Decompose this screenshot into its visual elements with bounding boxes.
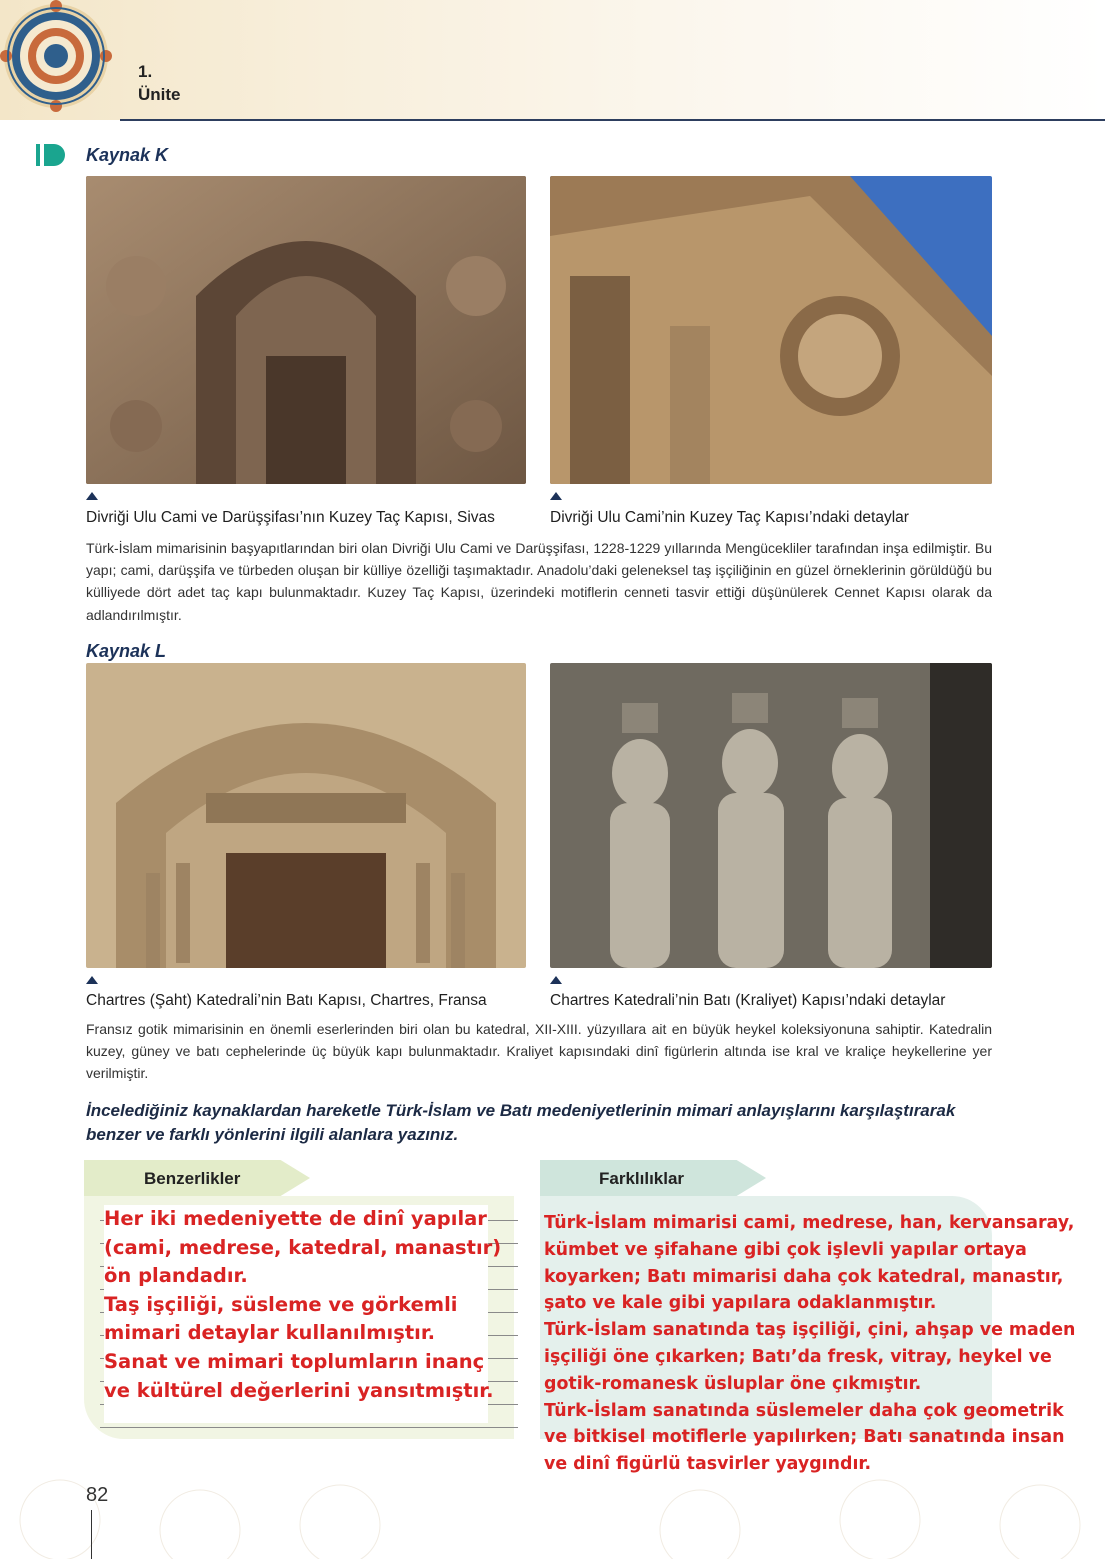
answer-line: ve bitkisel motiflerle yapılırken; Batı sanatında insan	[544, 1427, 1065, 1448]
answer-line: mimari detaylar kullanılmıştır.	[104, 1321, 436, 1345]
answer-line: ön plandadır.	[104, 1264, 248, 1288]
answer-line: koyarken; Batı mimarisi daha çok katedral, manastır,	[544, 1266, 1064, 1287]
source-k-paragraph: Türk-İslam mimarisinin başyapıtlarından biri olan Divriği Ulu Cami ve Darüşşifası, 1228-1229 yıllarında Mengücekliler tarafından inşa edilmiştir. Bu yapı; cami, darüşşifa ve türbeden oluşan bir külliye özelliği taşımaktadır. Anadolu’daki geleneksel taş işçiliğinin en güzel örneklerinin görüldüğü bu külliyede dört adet taç kapı bulunmaktadır. Kuzey Taç Kapısı, üzerindeki motiflerin cenneti tasvir ettiği düşünülerek Cennet Kapısı olarak da adlandırılmıştır.	[86, 540, 992, 623]
answer-line: şato ve kale gibi yapılara odaklanmıştır.	[544, 1293, 937, 1314]
chartres-detail-photo	[550, 663, 992, 968]
answer-line: Türk-İslam sanatında taş işçiliği, çini, ahşap ve maden	[544, 1320, 1076, 1341]
answer-line: Taş işçiliği, süsleme ve görkemli	[104, 1292, 458, 1316]
divrigi-detail-photo	[550, 176, 992, 484]
answer-line: ve kültürel değerlerini yansıtmıştır.	[104, 1378, 494, 1402]
caption-pointer-icon	[86, 492, 98, 500]
answer-line: işçiliği öne çıkarken; Batı’da fresk, vitray, heykel ve	[544, 1346, 1052, 1367]
header-divider	[120, 119, 1105, 121]
photo-caption: Chartres Katedrali’nin Batı (Kraliyet) Kapısı’ndaki detaylar	[550, 992, 946, 1009]
answer-line: kümbet ve şifahane gibi çok işlevli yapılar ortaya	[544, 1239, 1027, 1260]
ornament-medallion-icon	[0, 0, 118, 118]
answer-line: Türk-İslam sanatında süslemeler daha çok geometrik	[544, 1400, 1064, 1421]
answer-line: Sanat ve mimari toplumların inanç	[104, 1349, 485, 1373]
answer-line: (cami, medrese, katedral, manastır)	[104, 1235, 502, 1259]
similarities-answer	[104, 1205, 502, 1405]
writing-line	[100, 1427, 518, 1428]
activity-question: İncelediğiniz kaynaklardan hareketle Türk-İslam ve Batı medeniyetlerinin mimari anlayışlarını karşılaştırarak benzer ve farklı yönlerini ilgili alanlara yazınız.	[86, 1101, 956, 1144]
differences-answer-box[interactable]	[544, 1210, 1076, 1475]
section-marker-icon	[36, 143, 66, 167]
answer-line: ve dinî figürlü tasvirler yaygındır.	[544, 1454, 872, 1475]
page-number: 82	[86, 1484, 109, 1506]
differences-answer	[544, 1210, 1076, 1478]
source-k-title: Kaynak K	[86, 145, 169, 165]
caption-pointer-icon	[550, 976, 562, 984]
chartres-portal-photo	[86, 663, 526, 968]
page-number-rule	[91, 1510, 92, 1559]
answer-line: gotik-romanesk üsluplar öne çıkmıştır.	[544, 1373, 922, 1394]
source-l-paragraph: Fransız gotik mimarisinin en önemli eserlerinden biri olan bu katedral, XII-XIII. yüzyıllara ait en büyük heykel koleksiyonuna sahiptir. Katedralin kuzey, güney ve batı cephelerinde üç büyük kapı bulunmaktadır. Kraliyet kapısındaki dinî figürlerin altında ise kral ve kraliçe heykellerine yer verilmiştir.	[86, 1021, 992, 1082]
similarities-label: Benzerlikler	[144, 1169, 241, 1188]
photo-caption: Divriği Ulu Cami’nin Kuzey Taç Kapısı’ndaki detaylar	[550, 509, 909, 526]
source-l-title: Kaynak L	[86, 641, 167, 661]
caption-pointer-icon	[86, 976, 98, 984]
photo-caption: Chartres (Şaht) Katedrali’nin Batı Kapısı, Chartres, Fransa	[86, 992, 487, 1009]
footer-pattern	[0, 1440, 1105, 1559]
unit-number: 1.	[138, 62, 153, 81]
divrigi-portal-photo	[86, 176, 526, 484]
answer-line: Türk-İslam mimarisi cami, medrese, han, kervansaray,	[544, 1213, 1075, 1233]
answer-line: Her iki medeniyette de dinî yapılar	[104, 1207, 487, 1230]
caption-pointer-icon	[550, 492, 562, 500]
differences-label: Farklılıklar	[599, 1169, 685, 1188]
similarities-answer-box[interactable]	[104, 1205, 502, 1423]
unit-label: Ünite	[138, 85, 181, 104]
photo-caption: Divriği Ulu Cami ve Darüşşifası’nın Kuzey Taç Kapısı, Sivas	[86, 509, 495, 526]
